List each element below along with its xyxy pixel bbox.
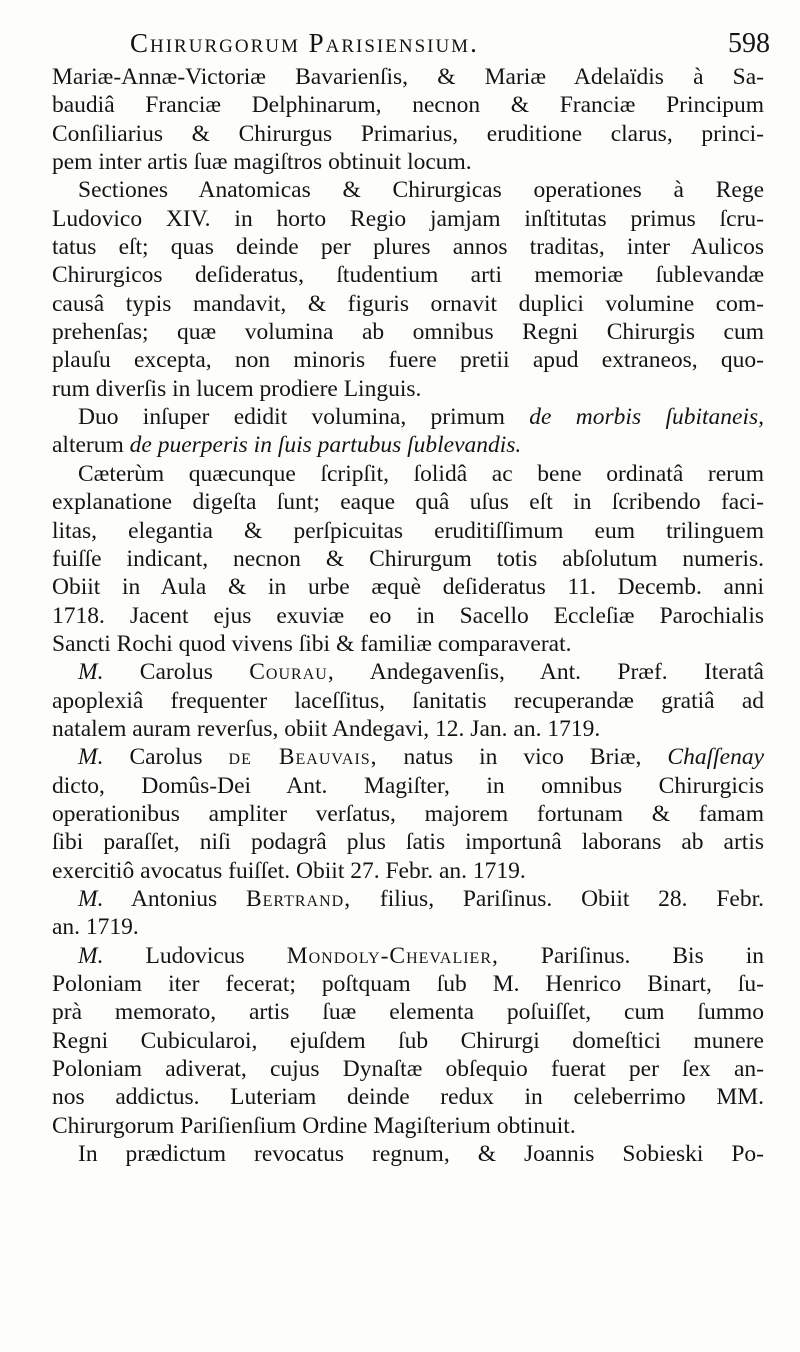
surname: Mondoly-Chevalier, [286,942,499,969]
entry-marker: M. [78,659,104,686]
text-line [52,403,764,431]
text-line: apoplexiâ frequenter laceſſitus, ſanitatis recuperandæ gratiâ ad [52,687,764,714]
surname: Bertrand, [245,885,352,912]
text-line [52,942,764,970]
text-line: exercitiô avocatus fuiſſet. Obiit 27. Febr. an. 1719. [52,857,526,884]
text-run: Pariſinus. Bis in [540,942,765,969]
text-run: natus in vico Briæ, [403,744,642,771]
text-line: natalem auram reverſus, obiit Andegavi, 12. Jan. an. 1719. [52,715,601,742]
text-line [52,743,764,771]
text-line: pem inter artis ſuæ magiſtros obtinuit locum. [52,149,472,176]
text-line: Regni Cubicularoi, ejuſdem ſub Chirurgi domeſtici munere [52,1027,764,1054]
text-line: Conſiliarius & Chirurgus Primarius, eruditione clarus, princi- [52,120,764,147]
surname: de Beauvais, [228,744,378,771]
text-line: Poloniam iter fecerat; poſtquam ſub M. Henrico Binart, ſu- [52,971,764,997]
text-line: In prædictum revocatus regnum, & Joannis Sobieski Po- [78,1141,764,1168]
text-run: Andegavenſis, Ant. Præf. Iteratâ [369,659,764,686]
text-run: Carolus [139,659,213,686]
text-line: Cæterùm quæcunque ſcripſit, ſolidâ ac bene ordinatâ rerum [78,460,764,487]
text-run: filius, Pariſinus. Obiit 28. Febr. [379,885,764,912]
text-run: Ludovicus [145,942,245,969]
running-title: Chirurgorum Parisiensium. [130,28,479,58]
book-title: de morbis ſubitaneis, [529,404,765,431]
text-line: ſibi paraſſet, niſi podagrâ plus ſatis importunâ laborans ab artis [52,829,764,856]
text-line: Chirurgicos deſideratus, ſtudentium arti memoriæ ſublevandæ [52,262,764,289]
text-run: Carolus [129,744,203,771]
text-line: baudiâ Franciæ Delphinarum, necnon & Franciæ Principum [52,92,764,119]
text-line: Sectiones Anatomicas & Chirurgicas operationes à Rege [78,177,764,204]
text-line: Sancti Rochi quod vivens ſibi & familiæ comparaverat. [52,630,572,657]
text-line: prà memorato, artis ſuæ elementa poſuiſſet, cum ſummo [52,999,764,1026]
text-line: causâ typis mandavit, & figuris ornavit duplici volumine com- [52,290,764,317]
text-line: 1718. Jacent ejus exuviæ eo in Sacello Eccleſiæ Parochialis [52,602,764,629]
text-line: prehenſas; quæ volumina ab omnibus Regni Chirurgis cum [52,319,764,346]
text-line: explanatione digeſta ſunt; eaque quâ uſus eſt in ſcribendo faci- [52,489,764,516]
text-line: Mariæ-Annæ-Victoriæ Bavarienſis, & Mariæ Adelaïdis à Sa- [52,64,764,90]
body-text [52,63,764,1168]
text-line: litas, elegantia & perſpicuitas eruditiſſimum eum trilinguem [52,517,764,544]
text-line: Poloniam adiverat, cujus Dynaſtæ obſequio fuerat per ſex an- [52,1056,764,1083]
text-line: nos addictus. Luteriam deinde redux in celeberrimo MM. [52,1084,764,1111]
text-line [52,885,764,913]
text-line: fuiſſe indicant, necnon & Chirurgum totis abſolutum numeris. [52,545,764,572]
text-run: Antonius [130,885,218,912]
book-title: de puerperis in ſuis partubus ſublevandis. [129,432,522,459]
text-line: rum diverſis in lucem prodiere Linguis. [52,375,422,402]
text-line: an. 1719. [52,914,139,941]
running-head [130,22,770,62]
text-line: tatus eſt; quas deinde per plures annos traditas, inter Aulicos [52,234,764,261]
text-line: dicto, Domûs-Dei Ant. Magiſter, in omnibus Chirurgicis [52,772,764,799]
surname: Courau, [249,659,335,686]
page-number: 598 [728,28,770,59]
text-line: Obiit in Aula & in urbe æquè deſideratus 11. Decemb. anni [52,574,764,601]
text-run: Duo inſuper edidit volumina, primum [78,404,505,431]
text-line: Ludovico XIV. in horto Regio jamjam inſtitutas primus ſcru- [52,205,764,232]
place-name: Chaſſenay [667,744,764,771]
text-line [52,431,764,459]
entry-marker: M. [78,885,104,912]
text-line: plauſu excepta, non minoris fuere pretii apud extraneos, quo- [52,347,764,374]
text-run: alterum [52,432,124,459]
text-line: operationibus ampliter verſatus, majorem fortunam & famam [52,800,764,827]
text-line [52,658,764,686]
entry-marker: M. [78,744,104,771]
entry-marker: M. [78,942,104,969]
text-line: Chirurgorum Pariſienſium Ordine Magiſterium obtinuit. [52,1112,576,1139]
